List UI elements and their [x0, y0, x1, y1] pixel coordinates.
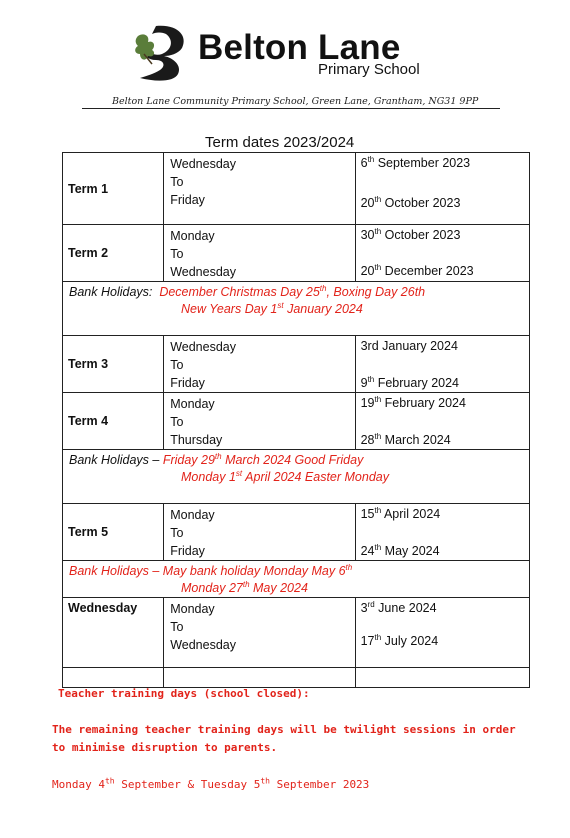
day-to-word: To — [170, 358, 184, 372]
day-to: Wednesday — [170, 265, 236, 279]
term-days — [164, 225, 355, 282]
date-from: 3rd June 2024 — [360, 599, 437, 615]
bank-holidays-label: Bank Holidays – — [69, 453, 163, 467]
date-to: 20th December 2023 — [360, 262, 474, 278]
date-from: 30th October 2023 — [360, 226, 461, 242]
term-dates — [355, 225, 529, 282]
bank-holiday-row — [63, 282, 530, 336]
date-from: 3rd January 2024 — [360, 339, 458, 353]
empty-row — [63, 668, 530, 688]
empty-cell — [355, 668, 529, 688]
twilight-note-line-2: to minimise disruption to parents. — [52, 741, 278, 754]
day-from: Monday — [170, 508, 215, 522]
bank-holiday-line: New Years Day 1st January 2024 — [181, 300, 363, 316]
term-row — [63, 598, 530, 668]
school-subtitle: Primary School — [318, 61, 420, 78]
bank-holidays-easter — [63, 450, 530, 504]
date-to: 24th May 2024 — [360, 542, 440, 558]
day-to-word: To — [170, 526, 184, 540]
empty-cell — [164, 668, 355, 688]
term-days — [164, 393, 355, 450]
date-to: 9th February 2024 — [360, 374, 460, 390]
day-to: Friday — [170, 544, 205, 558]
oak-leaf-logo-icon — [134, 24, 188, 82]
term-label: Term 4 — [63, 393, 164, 450]
empty-cell — [63, 668, 164, 688]
day-to-word: To — [170, 247, 184, 261]
term-label: Term 1 — [63, 153, 164, 225]
day-from: Monday — [170, 229, 215, 243]
bank-holiday-line: Monday 1st April 2024 Easter Monday — [181, 468, 389, 484]
training-dates: Monday 4th September & Tuesday 5th September 2023 — [52, 776, 370, 791]
bank-holiday-line: Friday 29th March 2024 Good Friday — [162, 451, 364, 467]
term-label: Term 3 — [63, 336, 164, 393]
day-to-word: To — [170, 620, 184, 634]
term-row — [63, 504, 530, 561]
term-row — [63, 225, 530, 282]
term-days — [164, 153, 355, 225]
date-from: 19th February 2024 — [360, 394, 466, 410]
date-from: 15th April 2024 — [360, 505, 441, 521]
date-to: 17th July 2024 — [360, 632, 439, 648]
bank-holiday-row — [63, 561, 530, 598]
date-to: 28th March 2024 — [360, 431, 451, 447]
day-from: Monday — [170, 397, 215, 411]
day-to: Friday — [170, 193, 205, 207]
term-days — [164, 336, 355, 393]
term-days — [164, 598, 355, 668]
day-to: Friday — [170, 376, 205, 390]
term-label: Wednesday — [63, 598, 164, 668]
day-from: Monday — [170, 602, 215, 616]
day-to: Thursday — [170, 433, 223, 447]
page-title: Term dates 2023/2024 — [205, 134, 355, 151]
day-to-word: To — [170, 175, 184, 189]
day-from: Wednesday — [170, 157, 236, 171]
school-address: Belton Lane Community Primary School, Green Lane, Grantham, NG31 9PP — [112, 96, 479, 107]
bank-holidays-may — [63, 561, 530, 598]
term-dates — [355, 504, 529, 561]
bank-holidays-christmas — [63, 282, 530, 336]
term-label: Term 5 — [63, 504, 164, 561]
date-to: 20th October 2023 — [360, 194, 461, 210]
term-row — [63, 393, 530, 450]
term-row — [63, 153, 530, 225]
day-from: Wednesday — [170, 340, 236, 354]
term-dates — [355, 393, 529, 450]
day-to-word: To — [170, 415, 184, 429]
term-dates-table — [62, 152, 530, 688]
term-label: Term 2 — [63, 225, 164, 282]
twilight-note-line-1: The remaining teacher training days will be twilight sessions in order — [52, 723, 516, 736]
bank-holidays-label: Bank Holidays: — [69, 285, 153, 299]
bank-holiday-line: Monday 27th May 2024 — [181, 579, 308, 595]
bank-holiday-line: December Christmas Day 25th, Boxing Day 26th — [159, 283, 426, 299]
term-days — [164, 504, 355, 561]
term-dates — [355, 336, 529, 393]
term-row — [63, 336, 530, 393]
school-name: Belton Lane — [198, 28, 401, 67]
training-days-title: Teacher training days (school closed): — [58, 687, 310, 700]
day-to: Wednesday — [170, 638, 236, 652]
term-dates — [355, 153, 529, 225]
bank-holiday-row — [63, 450, 530, 504]
term-dates — [355, 598, 529, 668]
date-from: 6th September 2023 — [360, 154, 471, 170]
bank-holiday-line: Bank Holidays – May bank holiday Monday May 6th — [69, 562, 353, 578]
